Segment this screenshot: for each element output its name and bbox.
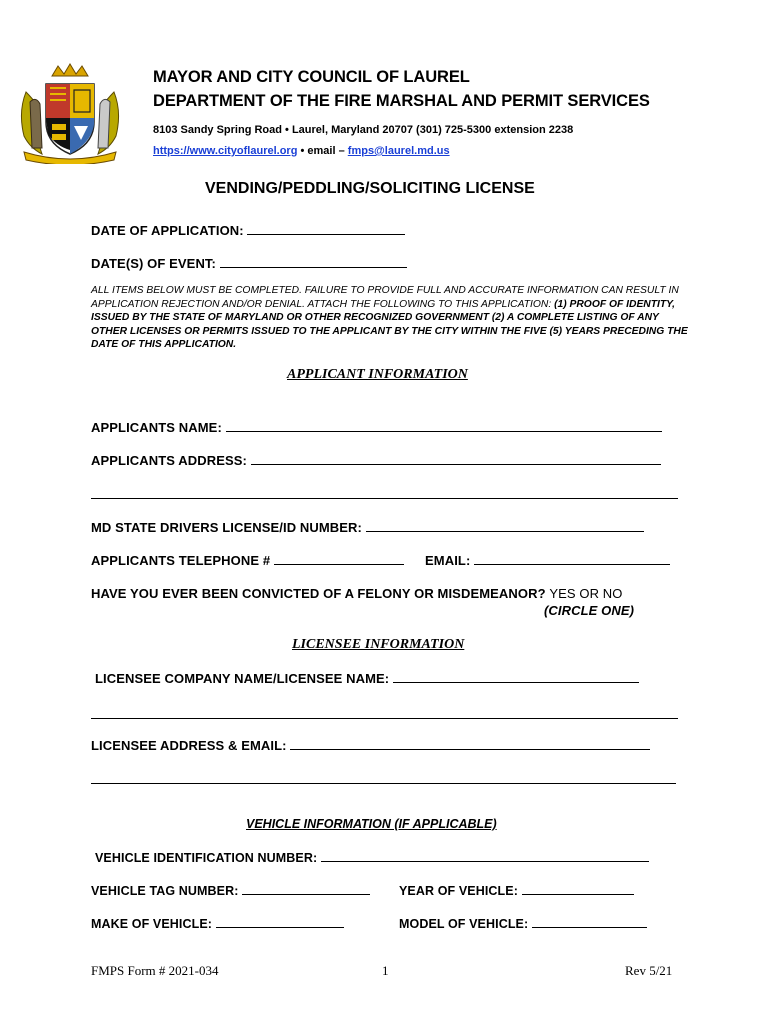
licensee-company-label: LICENSEE COMPANY NAME/LICENSEE NAME: xyxy=(95,671,390,686)
vehicle-tag-label: VEHICLE TAG NUMBER: xyxy=(91,884,239,898)
applicant-address-label: APPLICANTS ADDRESS: xyxy=(91,453,247,468)
application-notice xyxy=(91,284,691,352)
email-input[interactable] xyxy=(474,552,670,565)
licensee-section-title: LICENSEE INFORMATION xyxy=(292,637,465,652)
licensee-address-field xyxy=(91,737,650,753)
circle-one-note: (CIRCLE ONE) xyxy=(544,603,635,618)
contact-address: 8103 Sandy Spring Road • Laurel, Maryland 20707 (301) 725-5300 extension 2238 xyxy=(153,124,574,136)
licensee-address-label: LICENSEE ADDRESS & EMAIL: xyxy=(91,738,287,753)
telephone-input[interactable] xyxy=(274,552,404,565)
license-number-field xyxy=(91,519,644,535)
vehicle-year-input[interactable] xyxy=(522,882,634,895)
revision-date: Rev 5/21 xyxy=(625,963,673,978)
licensee-company-field xyxy=(95,670,639,686)
vin-input[interactable] xyxy=(321,849,649,862)
felony-question xyxy=(91,586,623,601)
applicant-section-title: APPLICANT INFORMATION xyxy=(287,367,468,382)
form-title: VENDING/PEDDLING/SOLICITING LICENSE xyxy=(205,180,535,197)
licensee-company-input[interactable] xyxy=(393,670,639,683)
dates-of-event-field xyxy=(91,255,407,271)
licensee-address-input[interactable] xyxy=(290,737,650,750)
telephone-label: APPLICANTS TELEPHONE # xyxy=(91,553,271,568)
vehicle-model-field xyxy=(399,915,647,931)
applicant-name-field xyxy=(91,419,662,435)
vehicle-make-field xyxy=(91,915,344,931)
applicant-address-field xyxy=(91,452,661,468)
city-seal-logo xyxy=(16,62,124,164)
email-field xyxy=(425,552,670,568)
email-separator: • email – xyxy=(300,145,345,157)
licensee-company-line2[interactable] xyxy=(91,718,678,719)
department-name: DEPARTMENT OF THE FIRE MARSHAL AND PERMIT SERVICES xyxy=(153,92,650,110)
vin-field xyxy=(95,849,649,865)
date-of-application-label: DATE OF APPLICATION: xyxy=(91,223,244,238)
applicant-name-input[interactable] xyxy=(226,419,662,432)
page-number: 1 xyxy=(382,963,389,978)
email-label: EMAIL: xyxy=(425,553,471,568)
notice-text: ALL ITEMS BELOW MUST BE COMPLETED. FAILURE TO PROVIDE FULL AND ACCURATE INFORMATION CAN RESULT IN APPLICATION REJECTION AND/OR DENIAL. ATTACH THE FOLLOWING TO THIS APPLICATION: xyxy=(91,285,679,310)
vehicle-year-label: YEAR OF VEHICLE: xyxy=(399,884,518,898)
website-link[interactable]: https://www.cityoflaurel.org xyxy=(153,145,298,157)
vin-label: VEHICLE IDENTIFICATION NUMBER: xyxy=(95,851,318,865)
vehicle-model-input[interactable] xyxy=(532,915,647,928)
vehicle-tag-field xyxy=(91,882,370,898)
telephone-field xyxy=(91,552,404,568)
notice-requirements: (1) PROOF OF IDENTITY, ISSUED BY THE STATE OF MARYLAND OR OTHER RECOGNIZED GOVERNMENT (2) A COMPLETE LISTING OF ANY OTHER LICENSES OR PERMITS ISSUED TO THE APPLICANT BY THE CITY WITHIN THE FIVE (5) YEARS PRECEDING THE DATE OF THIS APPLICATION. xyxy=(91,298,688,351)
vehicle-section-title: VEHICLE INFORMATION (IF APPLICABLE) xyxy=(246,817,497,831)
contact-web-email xyxy=(153,145,450,157)
vehicle-tag-input[interactable] xyxy=(242,882,370,895)
applicant-address-line2[interactable] xyxy=(91,498,678,499)
form-number: FMPS Form # 2021-034 xyxy=(91,963,219,978)
email-link[interactable]: fmps@laurel.md.us xyxy=(347,145,450,157)
dates-of-event-input[interactable] xyxy=(220,255,407,268)
date-of-application-field xyxy=(91,222,405,238)
vehicle-make-input[interactable] xyxy=(216,915,344,928)
licensee-address-line2[interactable] xyxy=(91,783,676,784)
vehicle-year-field xyxy=(399,882,634,898)
applicant-address-input[interactable] xyxy=(251,452,661,465)
org-name: MAYOR AND CITY COUNCIL OF LAUREL xyxy=(153,68,470,86)
vehicle-make-label: MAKE OF VEHICLE: xyxy=(91,917,213,931)
dates-of-event-label: DATE(S) OF EVENT: xyxy=(91,256,216,271)
license-number-input[interactable] xyxy=(366,519,644,532)
felony-question-text: HAVE YOU EVER BEEN CONVICTED OF A FELONY OR MISDEMEANOR? xyxy=(91,586,546,601)
felony-options[interactable]: YES OR NO xyxy=(549,586,623,601)
vehicle-model-label: MODEL OF VEHICLE: xyxy=(399,917,529,931)
license-number-label: MD STATE DRIVERS LICENSE/ID NUMBER: xyxy=(91,520,362,535)
applicant-name-label: APPLICANTS NAME: xyxy=(91,420,222,435)
date-of-application-input[interactable] xyxy=(247,222,405,235)
